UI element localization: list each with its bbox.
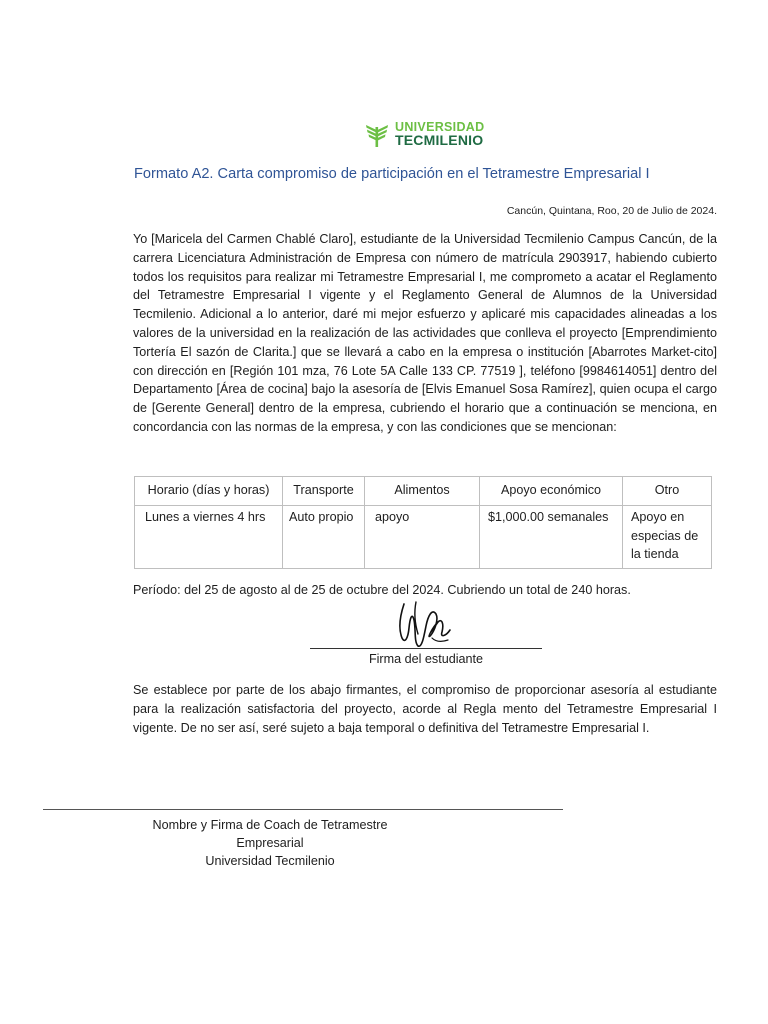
period-text: Período: del 25 de agosto al de 25 de octubre del 2024. Cubriendo un total de 240 horas. [133,583,631,597]
coach-label-line1: Nombre y Firma de Coach de Tetramestre [152,818,388,832]
tecmilenio-leaf-icon [364,121,390,147]
table-header-cell: Horario (días y horas) [135,477,283,506]
logo-line1: UNIVERSIDAD [395,120,485,134]
university-logo [364,121,484,147]
table-header-cell: Otro [623,477,712,506]
schedule-table [134,476,712,569]
table-header-cell: Alimentos [365,477,480,506]
coach-signature-line [43,809,563,810]
table-cell: Lunes a viernes 4 hrs [135,506,283,569]
coach-label-line2: Empresarial [236,836,304,850]
table-header-row [135,477,712,506]
coach-label-line3: Universidad Tecmilenio [205,854,335,868]
advisory-paragraph: Se establece por parte de los abajo firmantes, el compromiso de proporcionar asesoría al estudiante para la realización satisfactoria del proyecto, acorde al Regla mento del Tetramestre Empresarial I vigente. De no ser así, seré sujeto a baja temporal o definitiva del Tetramestre Empresarial I. [133,683,717,735]
document-title: Formato A2. Carta compromiso de participación en el Tetramestre Empresarial I [134,166,650,182]
table-cell: Apoyo en especias de la tienda [623,506,712,569]
table-header-cell: Transporte [283,477,365,506]
place-date: Cancún, Quintana, Roo, 20 de Julio de 2024. [506,205,717,217]
table-cell: Auto propio [283,506,365,569]
student-signature-line [310,648,542,649]
commitment-paragraph: Yo [Maricela del Carmen Chablé Claro], estudiante de la Universidad Tecmilenio Campus Cancún, de la carrera Licenciatura Administración de Empresa con número de matrícula 2903917, habiendo cubierto todos los requisitos para realizar mi Tetramestre Empresarial I, me comprometo a acatar el Reglamento del Tetramestre Empresarial I vigente y el Reglamento General de Alumnos de la Universidad Tecmilenio. Adicional a lo anterior, daré mi mejor esfuerzo y aplicaré mis capacidades alineadas a los valores de la universidad en la realización de las actividades que conlleva el proyecto [Emprendimiento Tortería El sazón de Clarita.] que se llevará a cabo en la empresa o institución [Abarrotes Market-cito] con dirección en [Región 101 mza, 76 Lote 5A Calle 133 CP. 77519 ], teléfono [9984614051] dentro del Departamento [Área de cocina] bajo la asesoría de [Elvis Emanuel Sosa Ramírez], quien ocupa el cargo de [Gerente General] dentro de la empresa, cubriendo el horario que a continuación se menciona, en concordancia con las normas de la empresa, y con las condiciones que se mencionan: [133,232,717,434]
table-header-cell: Apoyo económico [480,477,623,506]
table-cell: $1,000.00 semanales [480,506,623,569]
student-signature-label: Firma del estudiante [368,652,484,666]
coach-signature-label [120,816,420,870]
table-row [135,506,712,569]
logo-line2: TECMILENIO [395,132,484,148]
student-signature [396,598,456,650]
table-cell: apoyo [365,506,480,569]
